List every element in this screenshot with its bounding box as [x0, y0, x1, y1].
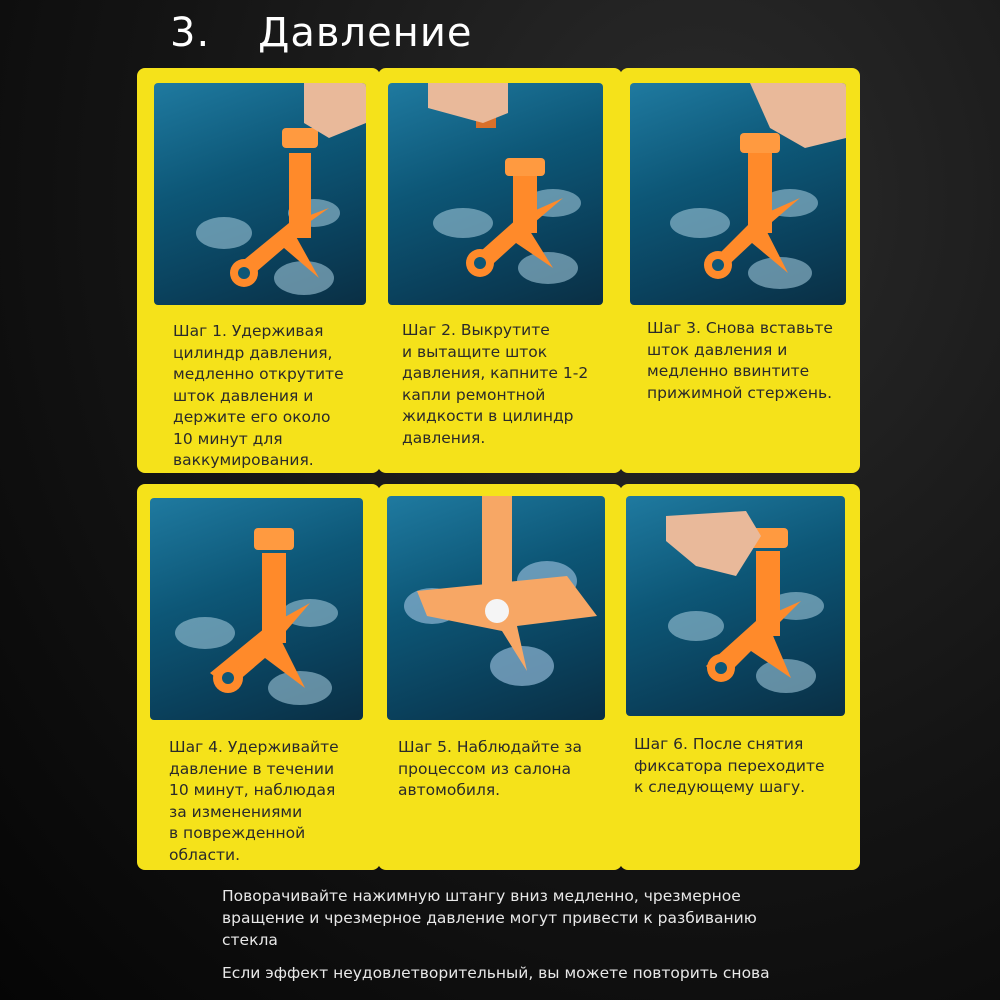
step-1-text: Шаг 1. Удерживая цилиндр давления, медленно открутите шток давления и держите его около 10 минут для ваккумирования.	[173, 322, 344, 469]
step-1-photo	[154, 83, 366, 305]
step-card-6	[620, 484, 860, 870]
section-number: 3.	[170, 10, 211, 56]
repeat-note: Если эффект неудовлетворительный, вы можете повторить снова	[222, 964, 770, 982]
step-5-text: Шаг 5. Наблюдайте за процессом из салона автомобиля.	[398, 738, 583, 799]
repair-tool-illustration	[387, 496, 605, 720]
step-card-5	[378, 484, 622, 870]
repair-tool-illustration	[388, 83, 603, 305]
step-card-2	[378, 68, 622, 473]
repair-tool-illustration	[150, 498, 363, 720]
step-4-text: Шаг 4. Удерживайте давление в течении 10 минут, наблюдая за изменениями в поврежденной области.	[169, 738, 339, 864]
repair-tool-illustration	[630, 83, 846, 305]
section-title: Давление	[258, 10, 473, 56]
warning-note: Поворачивайте нажимную штангу вниз медленно, чрезмерное вращение и чрезмерное давление могут привести к разбиванию стекла	[222, 887, 757, 949]
step-card-3	[620, 68, 860, 473]
step-6-photo	[626, 496, 845, 716]
step-4-photo	[150, 498, 363, 720]
step-5-photo	[387, 496, 605, 720]
step-card-1	[137, 68, 380, 473]
repair-tool-illustration	[626, 496, 845, 716]
step-3-photo	[630, 83, 846, 305]
page-title	[170, 10, 472, 56]
step-6-text: Шаг 6. После снятия фиксатора переходите к следующему шагу.	[634, 735, 825, 796]
step-card-4	[137, 484, 380, 870]
step-2-text: Шаг 2. Выкрутите и вытащите шток давления, капните 1-2 капли ремонтной жидкости в цилиндр давления.	[402, 321, 589, 447]
step-2-photo	[388, 83, 603, 305]
step-3-text: Шаг 3. Снова вставьте шток давления и медленно ввинтите прижимной стержень.	[647, 319, 833, 402]
repair-tool-illustration	[154, 83, 366, 305]
